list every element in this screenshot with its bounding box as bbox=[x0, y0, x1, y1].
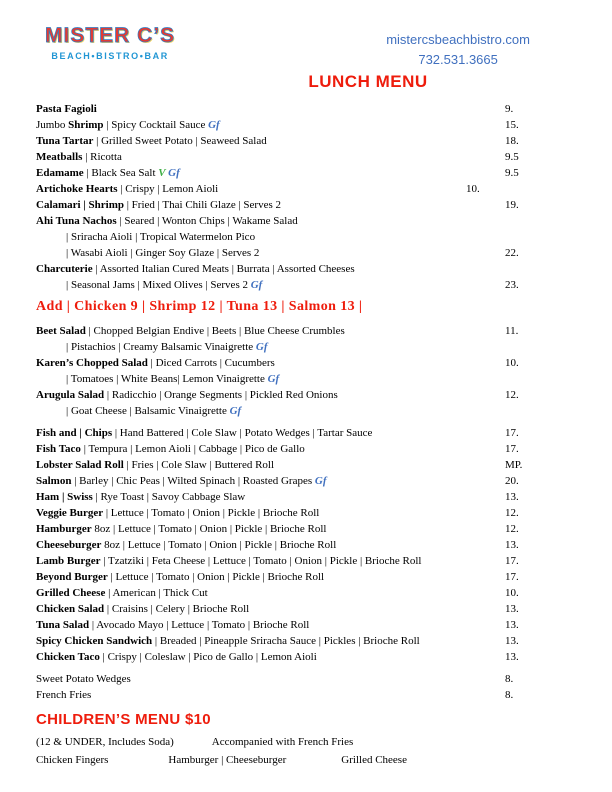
menu-section-add-ons bbox=[36, 299, 520, 315]
item-description: Jumbo bbox=[36, 119, 69, 132]
menu-line bbox=[36, 617, 520, 633]
childrens-fries-note: Accompanied with French Fries bbox=[211, 736, 354, 749]
menu-line-text bbox=[36, 119, 220, 131]
menu-line bbox=[36, 457, 523, 473]
item-name: Grilled Cheese bbox=[36, 587, 106, 600]
menu-line bbox=[36, 355, 520, 371]
item-price: 17. bbox=[505, 443, 519, 456]
item-price: 10. bbox=[505, 587, 519, 600]
menu-line bbox=[36, 403, 520, 419]
phone-number: 732.531.3665 bbox=[418, 52, 498, 68]
item-name: Edamame bbox=[36, 167, 84, 180]
menu-line-text bbox=[36, 459, 274, 471]
logo-title: MISTER C’S bbox=[45, 24, 176, 47]
item-description: | Seasonal Jams | Mixed Olives | Serves 2 bbox=[66, 279, 251, 292]
menu-line-text bbox=[36, 151, 122, 163]
menu-line bbox=[36, 229, 520, 245]
item-price: 17. bbox=[505, 427, 519, 440]
item-price: 18. bbox=[505, 135, 519, 148]
item-price: 12. bbox=[505, 523, 519, 536]
item-price: 13. bbox=[505, 635, 519, 648]
item-description: | Seared | Wonton Chips | Wakame Salad bbox=[116, 215, 298, 228]
menu-line-text bbox=[36, 539, 336, 551]
gluten-free-marker: Gf bbox=[255, 341, 268, 354]
item-name: Meatballs bbox=[36, 151, 83, 164]
childrens-menu-heading: CHILDREN’S MENU $10 bbox=[36, 711, 211, 729]
item-description: | Pistachios | Creamy Balsamic Vinaigrette bbox=[66, 341, 256, 354]
item-price: 13. bbox=[505, 619, 519, 632]
menu-line-text bbox=[36, 555, 421, 567]
menu-line-text bbox=[36, 673, 131, 685]
menu-line bbox=[36, 149, 520, 165]
menu-line bbox=[36, 323, 520, 339]
menu-line-text bbox=[36, 587, 208, 599]
childrens-menu-section bbox=[36, 711, 576, 769]
item-description: | Crispy | Coleslaw | Pico de Gallo | Lemon Aioli bbox=[99, 651, 317, 664]
item-description: | Spicy Cocktail Sauce bbox=[103, 119, 209, 132]
item-description: | Assorted Italian Cured Meats | Burrata | Assorted Cheeses bbox=[92, 263, 355, 276]
website-link[interactable]: mistercsbeachbistro.com bbox=[386, 32, 530, 47]
menu-line bbox=[36, 633, 520, 649]
childrens-item-chicken-fingers: Chicken Fingers bbox=[36, 753, 109, 766]
menu-line bbox=[36, 371, 520, 387]
item-description: | Tzatziki | Feta Cheese | Lettuce | Tomato | Onion | Pickle | Brioche Roll bbox=[100, 555, 422, 568]
menu-line-text bbox=[36, 507, 319, 519]
menu-line-text bbox=[36, 571, 324, 583]
item-description: | Ricotta bbox=[82, 151, 122, 164]
item-price: 23. bbox=[505, 279, 519, 292]
menu-line-text bbox=[36, 603, 249, 615]
menu-line bbox=[36, 553, 520, 569]
gluten-free-marker: Gf bbox=[250, 279, 263, 292]
item-name: Chicken Taco bbox=[36, 651, 100, 664]
menu-line-text bbox=[36, 325, 345, 337]
item-description: | Grilled Sweet Potato | Seaweed Salad bbox=[93, 135, 267, 148]
gluten-free-marker: Gf bbox=[229, 405, 242, 418]
menu-line bbox=[36, 687, 520, 703]
menu-line-text bbox=[36, 491, 245, 503]
item-description: | Radicchio | Orange Segments | Pickled Red Onions bbox=[104, 389, 338, 402]
menu-line bbox=[36, 569, 520, 585]
menu-line-text bbox=[36, 215, 298, 227]
menu-section-salads bbox=[36, 323, 520, 419]
item-name: Veggie Burger bbox=[36, 507, 104, 520]
item-description: | Tempura | Lemon Aioli | Cabbage | Pico de Gallo bbox=[80, 443, 305, 456]
item-description: | Wasabi Aioli | Ginger Soy Glaze | Serves 2 bbox=[66, 247, 260, 260]
item-description: | Crispy | Lemon Aioli bbox=[117, 183, 219, 196]
menu-line-text bbox=[36, 373, 279, 385]
menu-line-text bbox=[36, 341, 268, 353]
vegan-marker: V bbox=[158, 167, 169, 180]
contact-info bbox=[386, 24, 530, 70]
item-price: 9.5 bbox=[505, 167, 519, 180]
page-title: LUNCH MENU bbox=[308, 72, 428, 92]
restaurant-logo bbox=[45, 24, 175, 61]
item-price: 11. bbox=[505, 325, 519, 338]
item-description: | Sriracha Aioli | Tropical Watermelon Pico bbox=[66, 231, 256, 244]
childrens-menu-items bbox=[36, 752, 576, 770]
menu-line bbox=[36, 601, 520, 617]
childrens-item-burgers: Hamburger | Cheeseburger bbox=[168, 753, 287, 766]
item-name: Karen’s Chopped Salad bbox=[36, 357, 148, 370]
menu-line-text bbox=[36, 635, 420, 647]
menu-list bbox=[36, 101, 523, 703]
menu-line bbox=[36, 197, 520, 213]
item-name: Salmon bbox=[36, 475, 72, 488]
item-price: 8. bbox=[505, 673, 514, 686]
item-description: | Fried | Thai Chili Glaze | Serves 2 bbox=[123, 199, 281, 212]
menu-line bbox=[36, 425, 520, 441]
header bbox=[0, 0, 612, 70]
item-description: French Fries bbox=[36, 689, 92, 702]
item-price: 10. bbox=[466, 183, 480, 196]
menu-line bbox=[36, 245, 520, 261]
item-description: | Hand Battered | Cole Slaw | Potato Wedges | Tartar Sauce bbox=[112, 427, 373, 440]
menu-line-text bbox=[36, 103, 97, 115]
menu-line bbox=[36, 277, 520, 293]
gluten-free-marker: Gf bbox=[208, 119, 220, 132]
item-name: Pasta Fagioli bbox=[36, 103, 97, 116]
item-name: Lamb Burger bbox=[36, 555, 101, 568]
item-price: 10. bbox=[505, 357, 519, 370]
menu-line bbox=[36, 101, 520, 117]
item-name: Shrimp bbox=[68, 119, 104, 132]
item-name: Beet Salad bbox=[36, 325, 86, 338]
menu-line bbox=[36, 387, 520, 403]
item-description: 8oz | Lettuce | Tomato | Onion | Pickle | Brioche Roll bbox=[91, 523, 327, 536]
item-description: | Avocado Mayo | Lettuce | Tomato | Brioche Roll bbox=[89, 619, 310, 632]
item-name: Tuna Salad bbox=[36, 619, 90, 632]
item-name: Artichoke Hearts bbox=[36, 183, 118, 196]
menu-line-text bbox=[36, 247, 259, 259]
item-price: 13. bbox=[505, 491, 519, 504]
menu-section-sides bbox=[36, 671, 520, 703]
item-price: 12. bbox=[505, 507, 519, 520]
menu-line-text bbox=[36, 689, 91, 701]
item-price: 17. bbox=[505, 555, 519, 568]
item-name: Fish and | Chips bbox=[36, 427, 113, 440]
item-name: Tuna Tartar bbox=[36, 135, 94, 148]
menu-line-text bbox=[36, 183, 218, 195]
menu-line bbox=[36, 133, 520, 149]
item-price: 13. bbox=[505, 603, 519, 616]
menu-line bbox=[36, 521, 520, 537]
item-name: Fish Taco bbox=[36, 443, 81, 456]
item-price: 12. bbox=[505, 389, 519, 402]
item-description: | Craisins | Celery | Brioche Roll bbox=[104, 603, 250, 616]
menu-line-text bbox=[36, 523, 327, 535]
gluten-free-marker: Gf bbox=[168, 167, 180, 180]
item-price: 13. bbox=[505, 651, 519, 664]
item-name: Ham | Swiss bbox=[36, 491, 93, 504]
item-price: 8. bbox=[505, 689, 514, 702]
menu-line-text bbox=[36, 199, 281, 211]
item-description: | Fries | Cole Slaw | Buttered Roll bbox=[123, 459, 275, 472]
item-name: Hamburger bbox=[36, 523, 92, 536]
menu-line-text bbox=[36, 427, 372, 439]
item-description: | American | Thick Cut bbox=[105, 587, 208, 600]
menu-line-text bbox=[36, 405, 241, 417]
menu-line-text bbox=[36, 389, 338, 401]
item-name: Lobster Salad Roll bbox=[36, 459, 124, 472]
menu-line bbox=[36, 165, 520, 181]
menu-line-text bbox=[36, 135, 267, 147]
menu-section-mains bbox=[36, 425, 523, 665]
menu-line bbox=[36, 117, 520, 133]
item-description: | Tomatoes | White Beans| Lemon Vinaigrette bbox=[66, 373, 268, 386]
item-price: 15. bbox=[505, 119, 519, 132]
item-description: | Chopped Belgian Endive | Beets | Blue Cheese Crumbles bbox=[85, 325, 345, 338]
childrens-menu-note bbox=[36, 734, 576, 752]
item-name: Beyond Burger bbox=[36, 571, 108, 584]
menu-line-text bbox=[36, 357, 275, 369]
item-description: | Rye Toast | Savoy Cabbage Slaw bbox=[92, 491, 246, 504]
item-price: 9.5 bbox=[505, 151, 519, 164]
item-name: Chicken Salad bbox=[36, 603, 105, 616]
item-description: | Black Sea Salt bbox=[83, 167, 159, 180]
item-name: Arugula Salad bbox=[36, 389, 105, 402]
childrens-item-grilled-cheese: Grilled Cheese bbox=[341, 753, 407, 766]
item-description: Sweet Potato Wedges bbox=[36, 673, 131, 686]
item-price: 17. bbox=[505, 571, 519, 584]
gluten-free-marker: Gf bbox=[314, 475, 327, 488]
item-price: 22. bbox=[505, 247, 519, 260]
item-name: Charcuterie bbox=[36, 263, 93, 276]
item-price: 13. bbox=[505, 539, 519, 552]
menu-line-text bbox=[36, 167, 180, 179]
item-description: | Lettuce | Tomato | Onion | Pickle | Brioche Roll bbox=[103, 507, 320, 520]
menu-line-text bbox=[36, 475, 326, 487]
menu-line bbox=[36, 537, 520, 553]
item-description: | Breaded | Pineapple Sriracha Sauce | Pickles | Brioche Roll bbox=[152, 635, 420, 648]
item-price: 20. bbox=[505, 475, 519, 488]
menu-line bbox=[36, 441, 520, 457]
childrens-age-note: (12 & UNDER, Includes Soda) bbox=[36, 736, 174, 749]
item-description: | Goat Cheese | Balsamic Vinaigrette bbox=[66, 405, 230, 418]
item-description: | Barley | Chic Peas | Wilted Spinach | Roasted Grapes bbox=[71, 475, 315, 488]
menu-line-text bbox=[36, 263, 355, 275]
menu-line bbox=[36, 261, 520, 277]
item-description: | Lettuce | Tomato | Onion | Pickle | Brioche Roll bbox=[107, 571, 325, 584]
item-name: Cheeseburger bbox=[36, 539, 102, 552]
menu-line-text bbox=[36, 231, 255, 243]
menu-line bbox=[36, 339, 520, 355]
item-price: 9. bbox=[505, 103, 514, 116]
item-description: 8oz | Lettuce | Tomato | Onion | Pickle | Brioche Roll bbox=[101, 539, 337, 552]
item-price: 19. bbox=[505, 199, 519, 212]
item-name: Ahi Tuna Nachos bbox=[36, 215, 117, 228]
item-name: Spicy Chicken Sandwich bbox=[36, 635, 153, 648]
item-description: | Diced Carrots | Cucumbers bbox=[147, 357, 275, 370]
item-name: Calamari | Shrimp bbox=[36, 199, 124, 212]
logo-subtitle: BEACH•BISTRO•BAR bbox=[51, 51, 169, 61]
menu-line bbox=[36, 505, 520, 521]
menu-line-text bbox=[36, 619, 309, 631]
menu-line bbox=[36, 181, 520, 197]
gluten-free-marker: Gf bbox=[267, 373, 280, 386]
menu-line bbox=[36, 473, 520, 489]
menu-line-text bbox=[36, 651, 317, 663]
menu-line bbox=[36, 489, 520, 505]
menu-line-text bbox=[36, 443, 305, 455]
menu-section-starters bbox=[36, 101, 520, 293]
menu-line-text bbox=[36, 279, 262, 291]
addons-heading: Add | Chicken 9 | Shrimp 12 | Tuna 13 | Salmon 13 | bbox=[36, 299, 363, 315]
menu-line bbox=[36, 649, 520, 665]
menu-line bbox=[36, 213, 520, 229]
menu-line bbox=[36, 671, 520, 687]
menu-line bbox=[36, 585, 520, 601]
item-price: MP. bbox=[505, 459, 523, 472]
